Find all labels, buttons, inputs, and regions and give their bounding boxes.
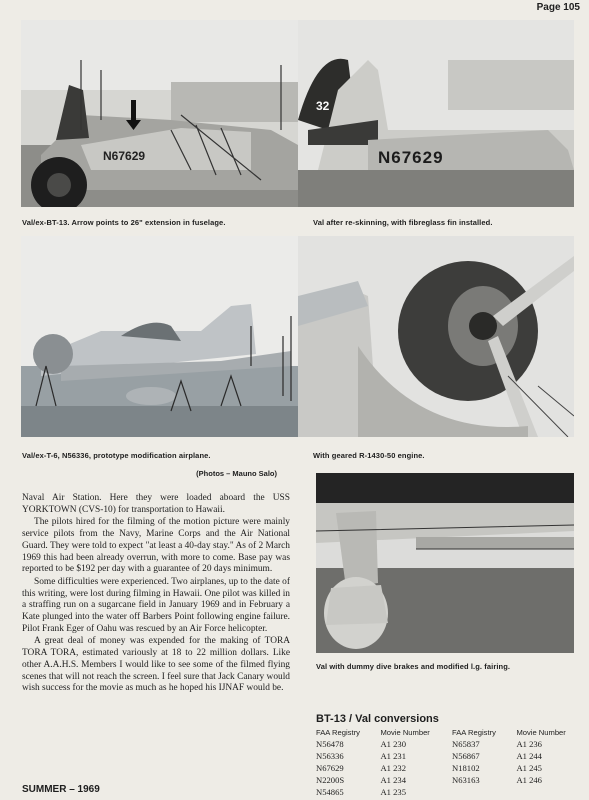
- conversions-title: BT-13 / Val conversions: [316, 713, 439, 725]
- table-cell: A1 232: [380, 763, 406, 773]
- column-header: Movie Number: [380, 728, 430, 737]
- photo4-caption: With geared R-1430-50 engine.: [313, 451, 425, 460]
- table-cell: N56336: [316, 751, 344, 761]
- table-cell: N67629: [316, 763, 344, 773]
- table-cell: A1 230: [380, 739, 406, 749]
- conversions-table: [312, 728, 584, 798]
- table-cell: [448, 786, 512, 798]
- table-cell: [512, 786, 584, 798]
- photo-wing: [316, 473, 574, 653]
- column-header: Movie Number: [516, 728, 566, 737]
- page-footer: SUMMER – 1969: [22, 784, 100, 795]
- table-cell: A1 236: [516, 739, 542, 749]
- table-cell: A1 244: [516, 751, 542, 761]
- photo1-caption: Val/ex-BT-13. Arrow points to 26" extension in fuselage.: [22, 218, 226, 227]
- table-header-row: [312, 728, 584, 738]
- table-cell: A1 231: [380, 751, 406, 761]
- table-cell: N2200S: [316, 775, 345, 785]
- photo-aircraft-tail: [298, 20, 574, 207]
- article-paragraph: A great deal of money was expended for the making of TORA TORA TORA, estimated variously at 18 to 22 million dollars. Like other A.A.H.S. Members I would like to see some of the filmed flying scenes that will not reach the screen. I feel sure that Jack Canary would wish success for the movie as much as he hoped his IJNAF would be.: [22, 636, 290, 694]
- column-header: FAA Registry: [451, 728, 496, 737]
- table-cell: A1 245: [516, 763, 542, 773]
- table-row: [312, 786, 584, 798]
- table-cell: A1 235: [380, 787, 406, 797]
- table-row: [312, 774, 584, 786]
- table-cell: N56867: [451, 751, 480, 761]
- table-cell: N18102: [451, 763, 480, 773]
- table-row: [312, 762, 584, 774]
- table-cell: N54865: [316, 787, 344, 797]
- photo-aircraft-side: [21, 236, 298, 437]
- table-cell: N56478: [316, 739, 344, 749]
- table-row: [312, 738, 584, 750]
- article-body: [22, 493, 290, 695]
- table-cell: N63163: [451, 775, 480, 785]
- article-paragraph: Some difficulties were experienced. Two airplanes, up to the date of this writing, were lost during filming in Hawaii. One pilot was killed in a straffing run on a sugarcane field in January 1969 and in February a Kate plunged into the water off Barbers Point following engine failure. Pilot Frank Eger of Oahu was rescued by an Air Force helicopter.: [22, 576, 290, 634]
- photo-engine: [298, 236, 574, 437]
- photo2-caption: Val after re-skinning, with fibreglass fin installed.: [313, 218, 493, 227]
- photo1-registration: N67629: [103, 149, 146, 163]
- table-cell: N65837: [451, 739, 480, 749]
- article-paragraph: The pilots hired for the filming of the motion picture were mainly service pilots from the Navy, Marine Corps and the Air National Guard. They were told to expect "at least a 40-day stay." As of 2 March 1969 this had been already overrun, with more to come. Base pay was reported to be $192 per day with a guarantee of 20 days minimum.: [22, 517, 290, 575]
- photo5-caption: Val with dummy dive brakes and modified l.g. fairing.: [316, 662, 511, 671]
- article-paragraph: Naval Air Station. Here they were loaded aboard the USS YORKTOWN (CVS-10) for transportation to Hawaii.: [22, 493, 290, 515]
- page-number: Page 105: [536, 2, 580, 13]
- column-header: FAA Registry: [316, 728, 360, 737]
- photo3-caption: Val/ex-T-6, N56336, prototype modification airplane.: [22, 451, 211, 460]
- photo-credit: (Photos – Mauno Salo): [196, 469, 277, 478]
- table-cell: A1 246: [516, 775, 542, 785]
- table-row: [312, 750, 584, 762]
- photo2-tail-code: 32: [316, 99, 330, 113]
- photo2-registration: N67629: [378, 148, 444, 167]
- table-cell: A1 234: [380, 775, 406, 785]
- photo-aircraft-fuselage: [21, 20, 298, 207]
